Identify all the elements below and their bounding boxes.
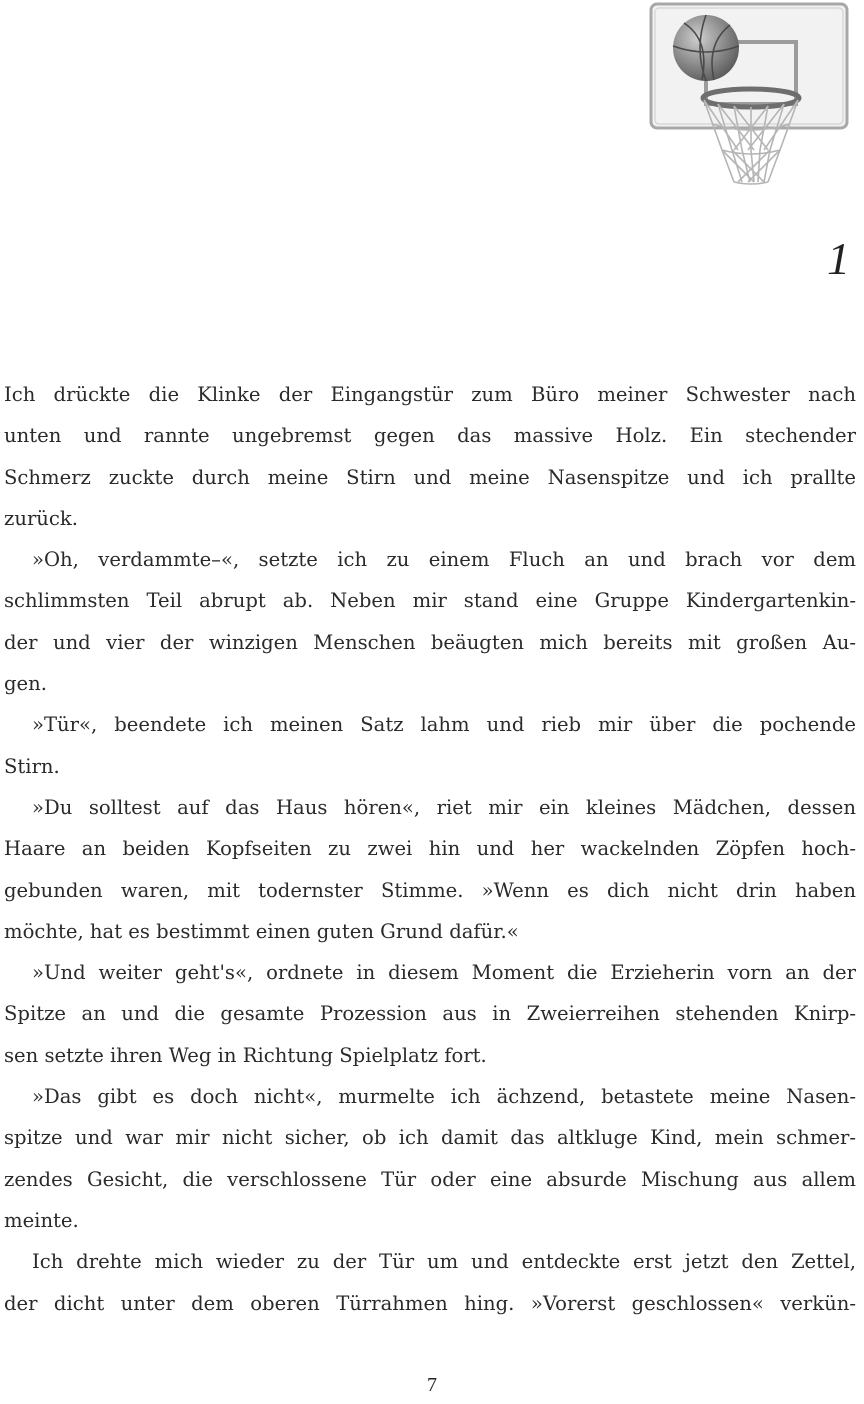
text-line: Haare an beiden Kopfseiten zu zwei hin und her wackelnden Zöpfen hoch-: [4, 837, 856, 861]
text-line: schlimmsten Teil abrupt ab. Neben mir stand eine Gruppe Kindergartenkin-: [4, 589, 856, 613]
text-line: möchte, hat es bestimmt einen guten Grund dafür.«: [4, 919, 519, 943]
basketball-icon: [673, 15, 739, 81]
text-line: zendes Gesicht, die verschlossene Tür oder eine absurde Mischung aus allem: [4, 1167, 856, 1191]
page-number: 7: [427, 1374, 437, 1396]
text-line: unten und rannte ungebremst gegen das massive Holz. Ein stechender: [4, 424, 856, 448]
text-line: meinte.: [4, 1208, 79, 1232]
text-line: gebunden waren, mit todernster Stimme. »Wenn es dich nicht drin haben: [4, 878, 856, 902]
text-line: Stirn.: [4, 754, 60, 778]
text-line: sen setzte ihren Weg in Richtung Spielplatz fort.: [4, 1043, 487, 1067]
chapter-text: [4, 374, 856, 1324]
text-line: spitze und war mir nicht sicher, ob ich damit das altkluge Kind, mein schmer-: [4, 1126, 856, 1150]
chapter-number: 1: [827, 233, 850, 284]
text-line: »Und weiter geht's«, ordnete in diesem Moment die Erzieherin vorn an der: [32, 961, 856, 985]
text-line: zurück.: [4, 506, 79, 530]
text-line: gen.: [4, 672, 47, 696]
text-line: Schmerz zuckte durch meine Stirn und meine Nasenspitze und ich prallte: [4, 465, 856, 489]
text-line: »Das gibt es doch nicht«, murmelte ich ächzend, betastete meine Nasen-: [32, 1085, 856, 1109]
basketball-hoop-icon: [648, 0, 854, 200]
text-line: der und vier der winzigen Menschen beäugten mich bereits mit großen Au-: [4, 630, 856, 654]
text-line: »Tür«, beendete ich meinen Satz lahm und rieb mir über die pochende: [32, 713, 856, 737]
text-line: der dicht unter dem oberen Türrahmen hing. »Vorerst geschlossen« verkün-: [4, 1291, 856, 1315]
text-line: Ich drückte die Klinke der Eingangstür zum Büro meiner Schwester nach: [4, 383, 856, 406]
text-line: Spitze an und die gesamte Prozession aus in Zweierreihen stehenden Knirp-: [4, 1002, 856, 1026]
text-line: »Du solltest auf das Haus hören«, riet mir ein kleines Mädchen, dessen: [32, 795, 856, 819]
text-line: Ich drehte mich wieder zu der Tür um und entdeckte erst jetzt den Zettel,: [32, 1250, 856, 1274]
text-line: »Oh, verdammte–«, setzte ich zu einem Fluch an und brach vor dem: [32, 548, 856, 572]
